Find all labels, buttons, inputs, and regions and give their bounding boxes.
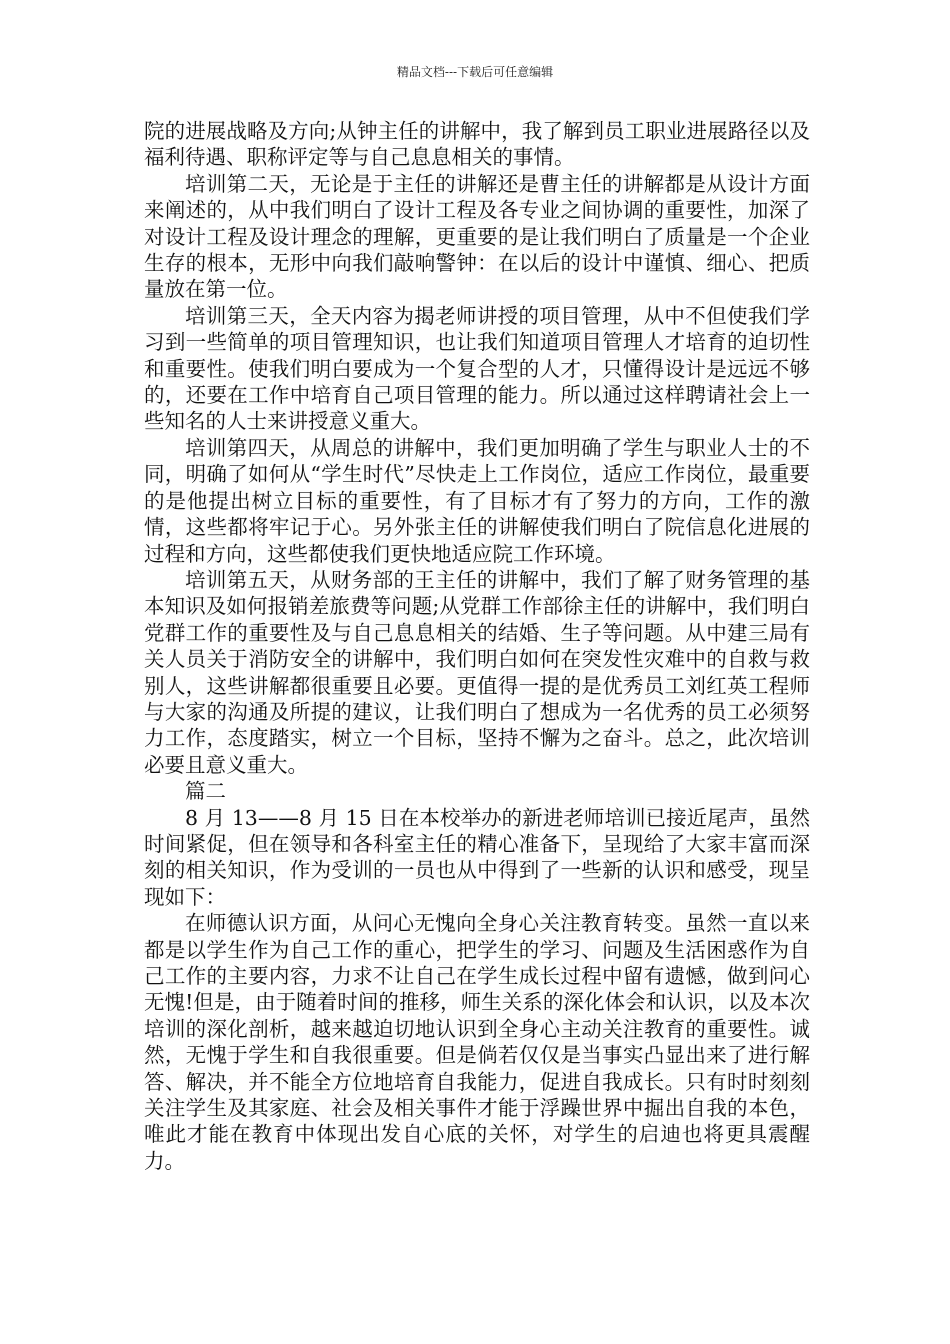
- paragraph-intro: 8 月 13——8 月 15 日在本校举办的新进老师培训已接近尾声，虽然时间紧促，但在领导和各科室主任的精心准备下，呈现给了大家丰富而深刻的相关知识，作为受训的一员也从中得到了一些新的认识和感受，现呈现如下：: [144, 805, 810, 909]
- paragraph-day-two: 培训第二天，无论是于主任的讲解还是曹主任的讲解都是从设计方面来阐述的，从中我们明白了设计工程及各专业之间协调的重要性，加深了对设计工程及设计理念的理解，更重要的是让我们明白了质量是一个企业生存的根本，无形中向我们敲响警钟：在以后的设计中谨慎、细心、把质量放在第一位。: [144, 171, 810, 302]
- paragraph-day-five: 培训第五天，从财务部的王主任的讲解中，我们了解了财务管理的基本知识及如何报销差旅费等问题;从党群工作部徐主任的讲解中，我们明白党群工作的重要性及与自己息息相关的结婚、生子等问题。从中建三局有关人员关于消防安全的讲解中，我们明白如何在突发性灾难中的自救与救别人，这些讲解都很重要且必要。更值得一提的是优秀员工刘红英工程师与大家的沟通及所提的建议，让我们明白了想成为一名优秀的员工必须努力工作，态度踏实，树立一个目标，坚持不懈为之奋斗。总之，此次培训必要且意义重大。: [144, 567, 810, 777]
- paragraph-ethics: 在师德认识方面，从问心无愧向全身心关注教育转变。虽然一直以来都是以学生作为自己工作的重心，把学生的学习、问题及生活困惑作为自己工作的主要内容，力求不让自己在学生成长过程中留有遗憾，做到问心无愧!但是，由于随着时间的推移，师生关系的深化体会和认识，以及本次培训的深化剖析，越来越迫切地认识到全身心主动关注教育的重要性。诚然，无愧于学生和自我很重要。但是倘若仅仅是当事实凸显出来了进行解答、解决，并不能全方位地培育自我能力，促进自我成长。只有时时刻刻关注学生及其家庭、社会及相关事件才能于浮躁世界中掘出自我的本色，唯此才能在教育中体现出发自心底的关怀，对学生的启迪也将更具震醒力。: [144, 911, 810, 1173]
- paragraph-day-four: 培训第四天，从周总的讲解中，我们更加明确了学生与职业人士的不同，明确了如何从“学生时代”尽快走上工作岗位，适应工作岗位，最重要的是他提出树立目标的重要性，有了目标才有了努力的方向，工作的激情，这些都将牢记于心。另外张主任的讲解使我们明白了院信息化进展的过程和方向，这些都使我们更快地适应院工作环境。: [144, 435, 810, 566]
- paragraph-continuation: 院的进展战略及方向;从钟主任的讲解中，我了解到员工职业进展路径以及福利待遇、职称评定等与自己息息相关的事情。: [144, 119, 810, 170]
- section-heading: 篇二: [185, 779, 226, 804]
- paragraph-day-three: 培训第三天，全天内容为揭老师讲授的项目管理，从中不但使我们学习到一些简单的项目管理知识，也让我们知道项目管理人才培育的迫切性和重要性。使我们明白要成为一个复合型的人才，只懂得设计是远远不够的，还要在工作中培育自己项目管理的能力。所以通过这样聘请社会上一些知名的人士来讲授意义重大。: [144, 303, 810, 434]
- page-header: 精品文档---下载后可任意编辑: [396, 65, 554, 79]
- document-body: [144, 118, 810, 1174]
